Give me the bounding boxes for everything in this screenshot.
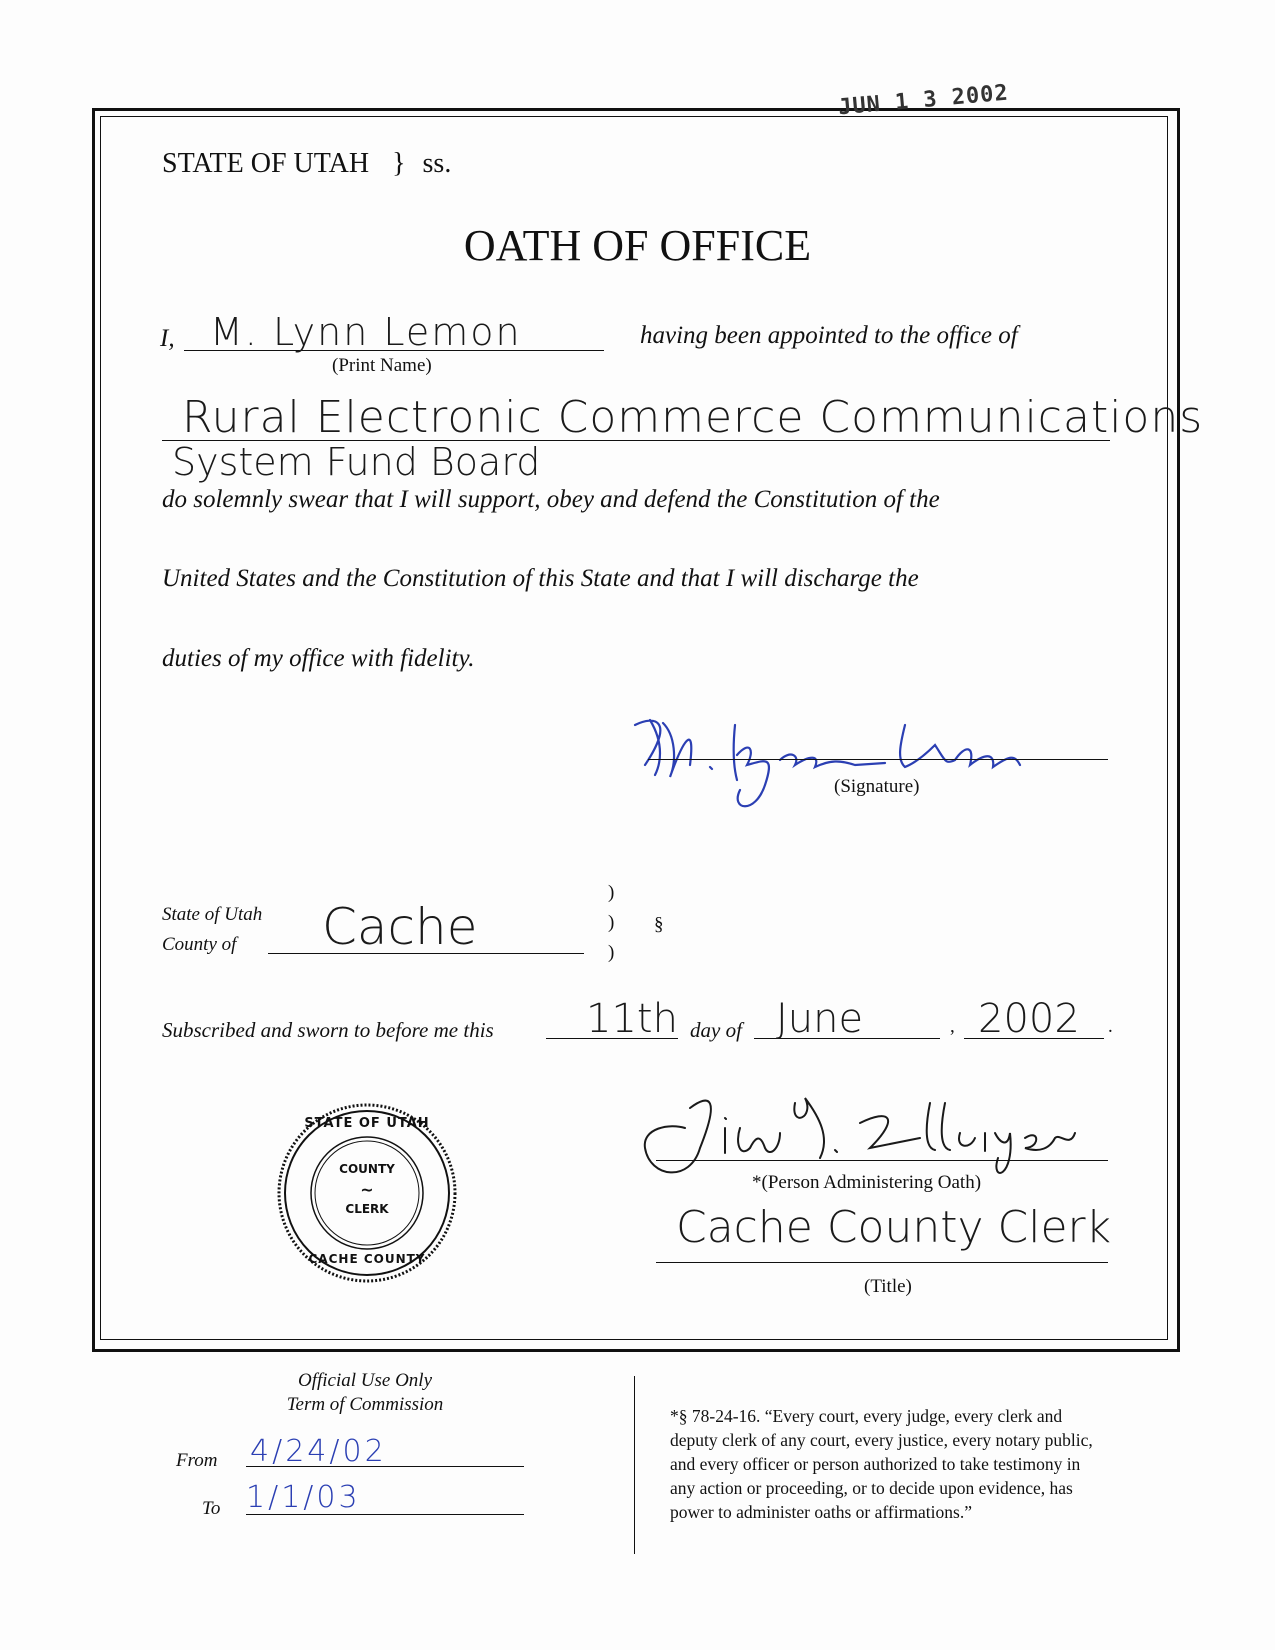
seal-top-text: STATE OF UTAH bbox=[304, 1116, 430, 1131]
to-value: 1/1/03 bbox=[246, 1480, 361, 1515]
state-of-utah-label: State of Utah bbox=[162, 904, 263, 925]
seal-bottom-text: CACHE COUNTY bbox=[308, 1252, 426, 1266]
term-of-commission-heading: Term of Commission bbox=[286, 1394, 444, 1415]
signature-line bbox=[648, 759, 1108, 760]
administering-title-handwritten: Cache County Clerk bbox=[676, 1202, 1112, 1253]
month-handwritten: June bbox=[776, 996, 864, 1042]
office-name-line1: Rural Electronic Commerce Communications bbox=[182, 392, 1204, 443]
statute-line5: power to administer oaths or affirmations.” bbox=[670, 1502, 972, 1522]
comma: , bbox=[950, 1016, 955, 1037]
statute-note bbox=[670, 1404, 1093, 1524]
official-use-heading: Official Use Only bbox=[297, 1370, 433, 1391]
statute-line1: *§ 78-24-16. “Every court, every judge, every clerk and bbox=[670, 1406, 1063, 1426]
seal-center-top: COUNTY bbox=[339, 1162, 395, 1176]
oath-body-line3: duties of my office with fidelity. bbox=[162, 645, 475, 672]
page-title: OATH OF OFFICE bbox=[463, 221, 812, 270]
state-label: STATE OF UTAH bbox=[162, 148, 370, 179]
paren-2: ) bbox=[608, 912, 615, 933]
oath-body-line2: United States and the Constitution of this State and that I will discharge the bbox=[162, 565, 919, 592]
subscribed-prefix: Subscribed and sworn to before me this bbox=[162, 1018, 494, 1042]
statute-line2: deputy clerk of any court, every justice, every notary public, bbox=[670, 1430, 1093, 1450]
state-header bbox=[162, 148, 451, 180]
seal-center-bottom: CLERK bbox=[345, 1202, 389, 1216]
period: . bbox=[1108, 1016, 1113, 1037]
administering-signature-line bbox=[656, 1160, 1108, 1161]
day-handwritten: 11th bbox=[586, 996, 678, 1042]
signature-mark bbox=[615, 705, 1085, 825]
signature-caption: (Signature) bbox=[834, 776, 920, 797]
bottom-divider bbox=[634, 1376, 635, 1554]
print-name-caption: (Print Name) bbox=[332, 355, 432, 376]
county-of-label: County of bbox=[162, 934, 237, 955]
statute-line4: any action or proceeding, or to decide upon evidence, has bbox=[670, 1478, 1073, 1498]
printed-name: M. Lynn Lemon bbox=[210, 310, 522, 354]
statute-line3: and every officer or person authorized to take testimony in bbox=[670, 1454, 1081, 1474]
office-name-line2: System Fund Board bbox=[172, 440, 541, 484]
title-line bbox=[656, 1262, 1108, 1263]
to-label: To bbox=[202, 1498, 221, 1519]
ss-label: ss. bbox=[422, 148, 452, 179]
seal-tilde: ~ bbox=[360, 1180, 374, 1199]
paren-1: ) bbox=[608, 882, 615, 903]
title-caption: (Title) bbox=[864, 1276, 912, 1297]
received-date-stamp: JUN 1 3 2002 bbox=[837, 80, 1010, 121]
i-label: I, bbox=[160, 325, 175, 352]
brace: } bbox=[392, 148, 406, 179]
county-clerk-seal bbox=[276, 1102, 458, 1284]
appointed-text: having been appointed to the office of bbox=[640, 322, 1018, 349]
from-value: 4/24/02 bbox=[250, 1434, 387, 1469]
day-of-label: day of bbox=[690, 1018, 742, 1042]
paren-3: ) bbox=[608, 942, 615, 963]
administering-caption: *(Person Administering Oath) bbox=[752, 1172, 982, 1193]
oath-body-line1: do solemnly swear that I will support, obey and defend the Constitution of the bbox=[162, 486, 940, 513]
from-label: From bbox=[176, 1450, 218, 1471]
section-symbol: § bbox=[654, 914, 664, 935]
year-handwritten: 2002 bbox=[978, 996, 1080, 1042]
county-handwritten: Cache bbox=[322, 898, 478, 956]
